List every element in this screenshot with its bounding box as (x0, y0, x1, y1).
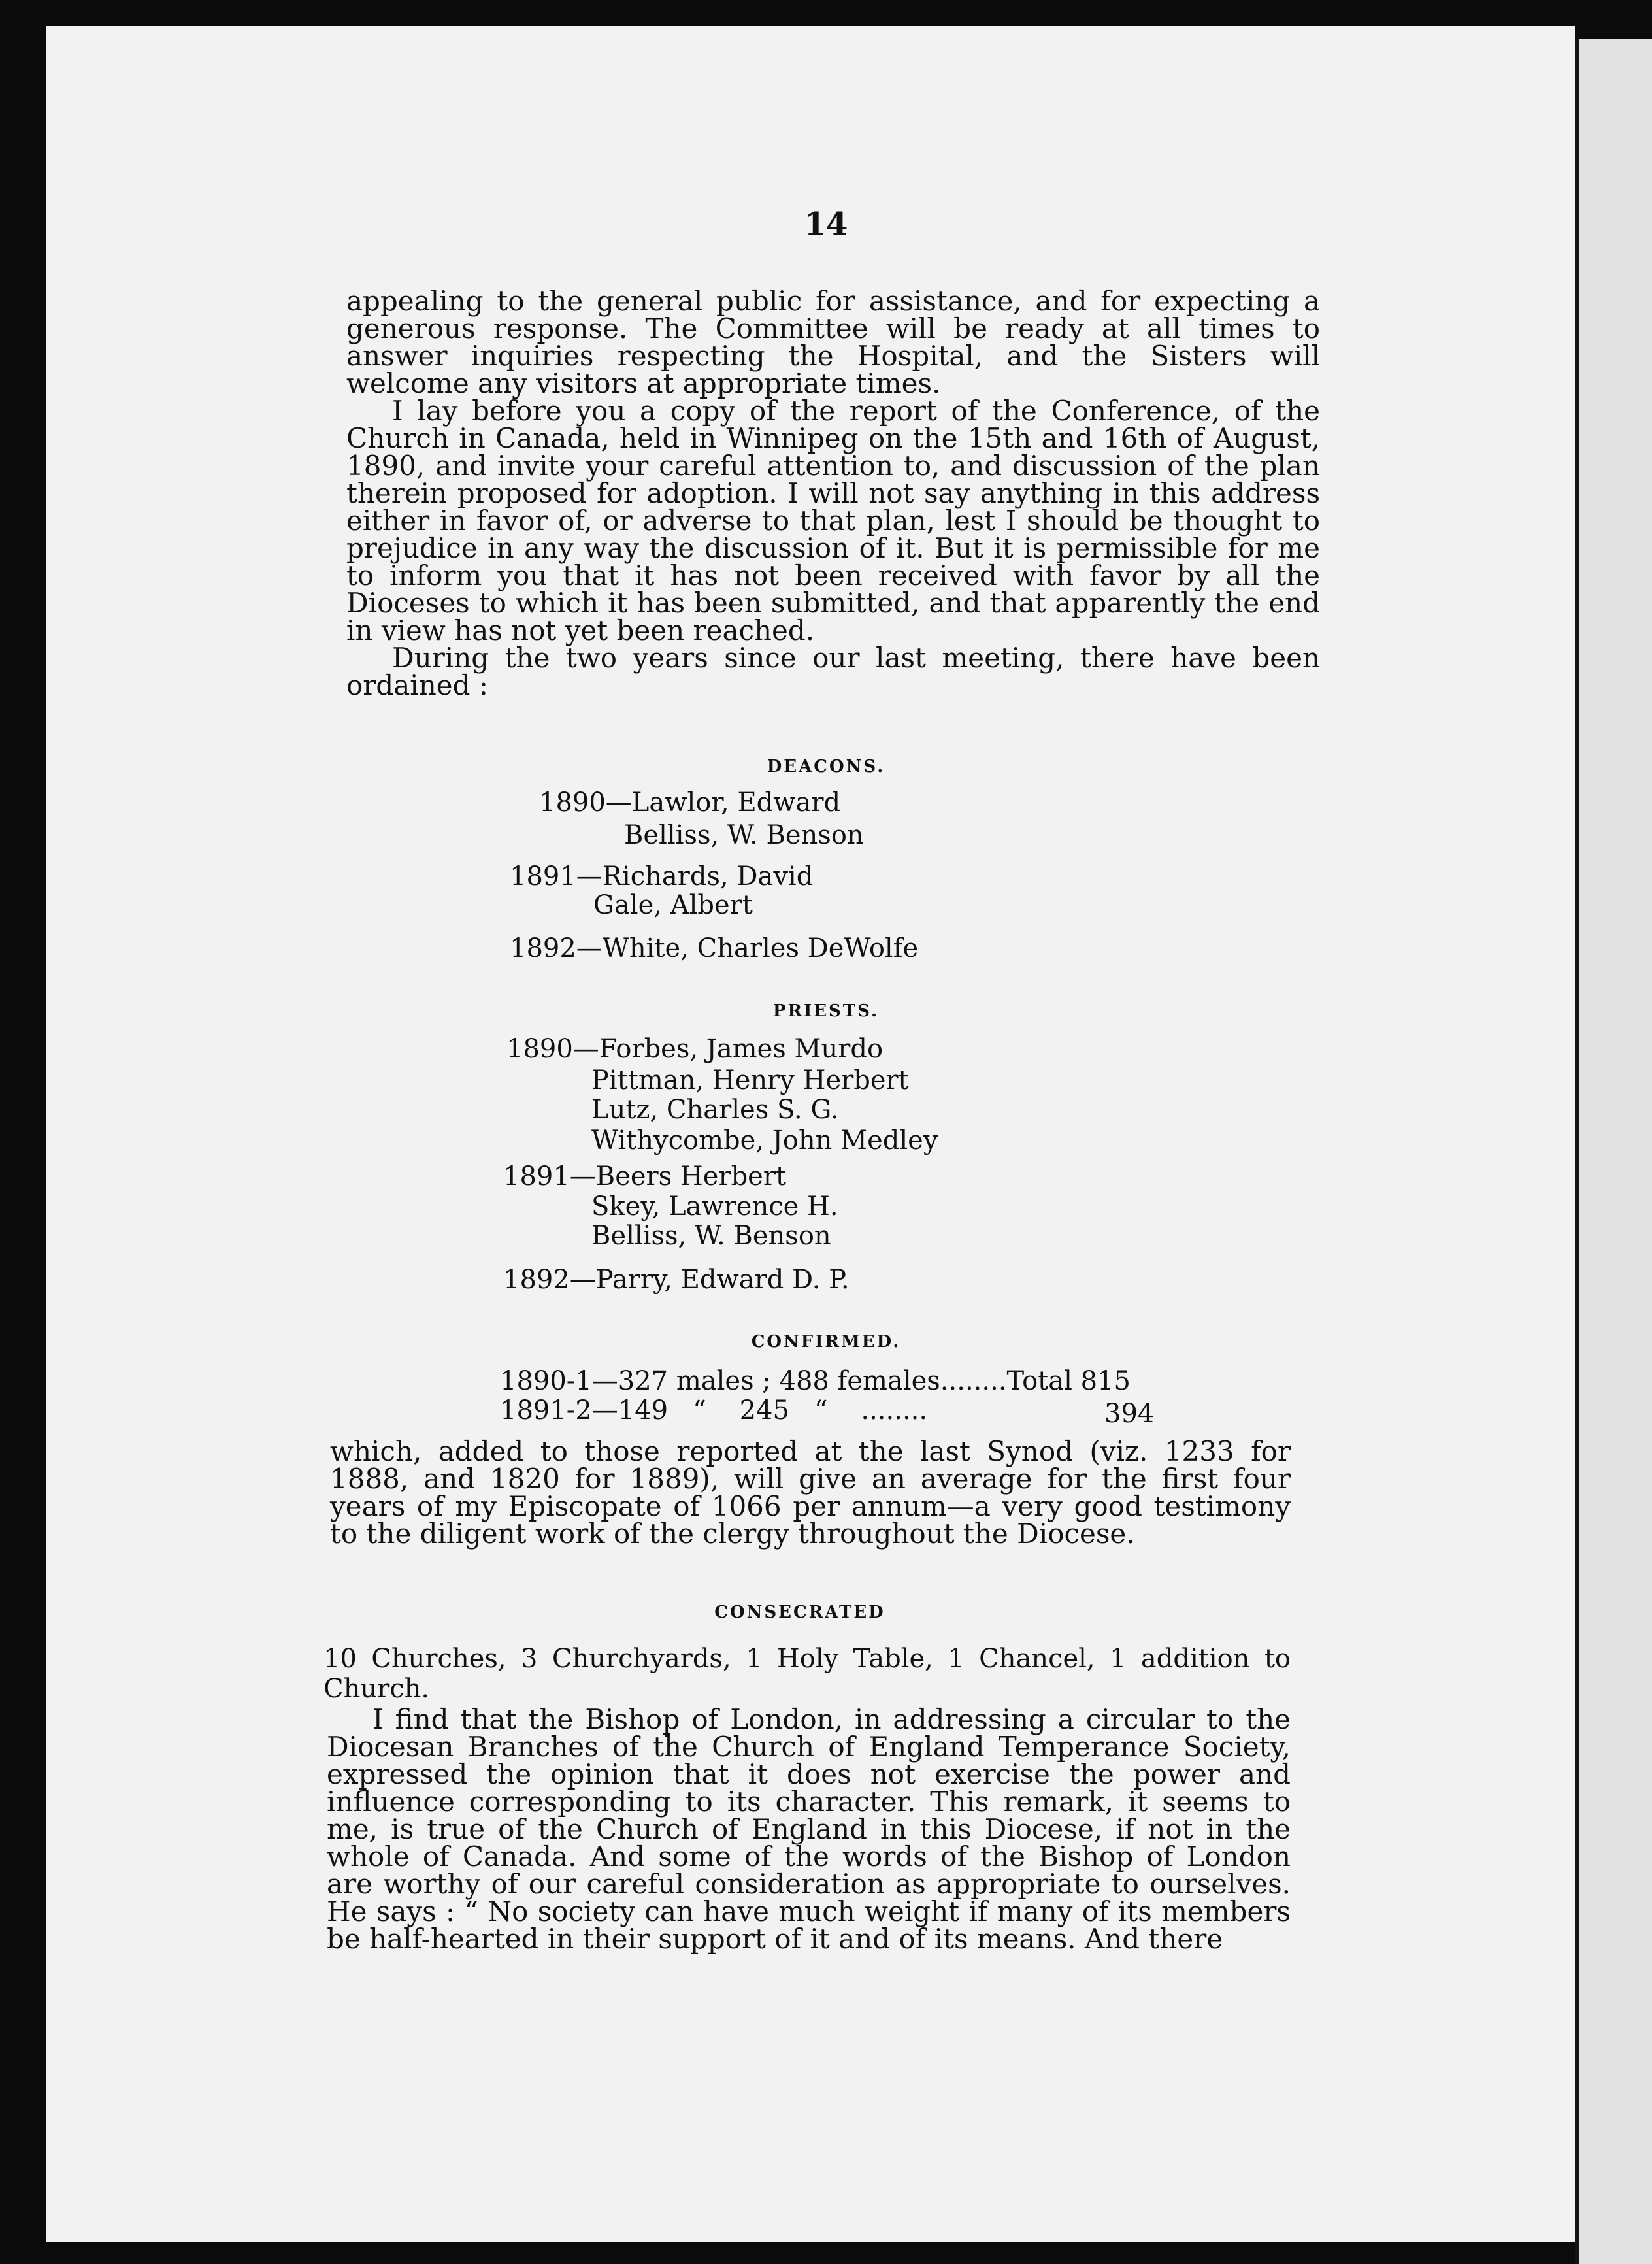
deacons-heading: DEACONS. (767, 757, 885, 776)
temperance-text (327, 1703, 1291, 1955)
paragraph-conference: I lay before you a copy of the report of the Conference, of the Church in Canada, held in Winnipeg on the 15th and 16th of August, 1890, and invite your careful attention to, and discussion of the plan therein proposed for adoption. I will not say anything in this address either in favor of, or adverse to that plan, lest I should be thought to prejudice in any way the discussion of it. But it is permissible for me to inform you that it has not been received with favor by all the Dioceses to which it has been submitted, and that apparently the end in view has not yet been reached. (346, 395, 1320, 646)
paragraph-temperance: I find that the Bishop of London, in addressing a circular to the Diocesan Branches of the Church of England Temperance Society, expressed the opinion that it does not exercise the power and influence corresponding to its character. This remark, it seems to me, is true of the Church of England in this Diocese, if not in the whole of Canada. And some of the words of the Bishop of London are worthy of our careful consideration as appropriate to ourselves. He says : “ No society can have much weight if many of its members be half-hearted in their support of it and of its means. And there (327, 1703, 1291, 1955)
priest-line: 1891—Beers Herbert (503, 1161, 787, 1191)
adjacent-page-edge (1575, 39, 1652, 2264)
intro-text (346, 285, 1320, 701)
confirmed-row-2-total: 394 (1104, 1399, 1155, 1429)
confirmed-row-1: 1890-1—327 males ; 488 females........Total 815 (500, 1366, 1131, 1396)
priest-line: Lutz, Charles S. G. (591, 1095, 839, 1125)
priests-heading: PRIESTS. (772, 1001, 880, 1021)
paragraph-hospital: appealing to the general public for assistance, and for expecting a generous response. The Committee will be ready at all times to answer inquiries respecting the Hospital, and the Sisters will welcome any visitors at appropriate times. (346, 285, 1320, 399)
paragraph-average: which, added to those reported at the last Synod (viz. 1233 for 1888, and 1820 for 1889), will give an average for the first four years of my Episcopate of 1066 per annum—a very good testimony to the diligent work of the clergy throughout the Diocese. (330, 1435, 1291, 1550)
priest-line: Withycombe, John Medley (591, 1125, 938, 1156)
deacon-line: Gale, Albert (593, 890, 753, 920)
priest-line: Belliss, W. Benson (591, 1221, 831, 1251)
priest-line: Pittman, Henry Herbert (591, 1065, 909, 1095)
consecrated-heading: CONSECRATED (714, 1603, 885, 1622)
confirmed-heading: CONFIRMED. (751, 1332, 901, 1352)
paragraph-ordained: During the two years since our last meeting, there have been ordained : (346, 642, 1320, 701)
priest-line: 1892—Parry, Edward D. P. (503, 1265, 850, 1295)
confirmed-row-2: 1891-2—149 “ 245 “ ........ (500, 1395, 928, 1425)
deacon-line: 1892—White, Charles DeWolfe (510, 933, 919, 963)
priest-line: Skey, Lawrence H. (591, 1191, 838, 1222)
priest-line: 1890—Forbes, James Murdo (506, 1034, 884, 1064)
deacon-line: 1890—Lawlor, Edward (539, 788, 841, 818)
deacon-line: 1891—Richards, David (510, 861, 814, 891)
deacon-line: Belliss, W. Benson (624, 820, 864, 850)
page-number: 14 (804, 206, 848, 242)
consecrated-line: 10 Churches, 3 Churchyards, 1 Holy Table, 1 Chancel, 1 addition to Church. (323, 1644, 1291, 1704)
average-text (330, 1435, 1291, 1550)
